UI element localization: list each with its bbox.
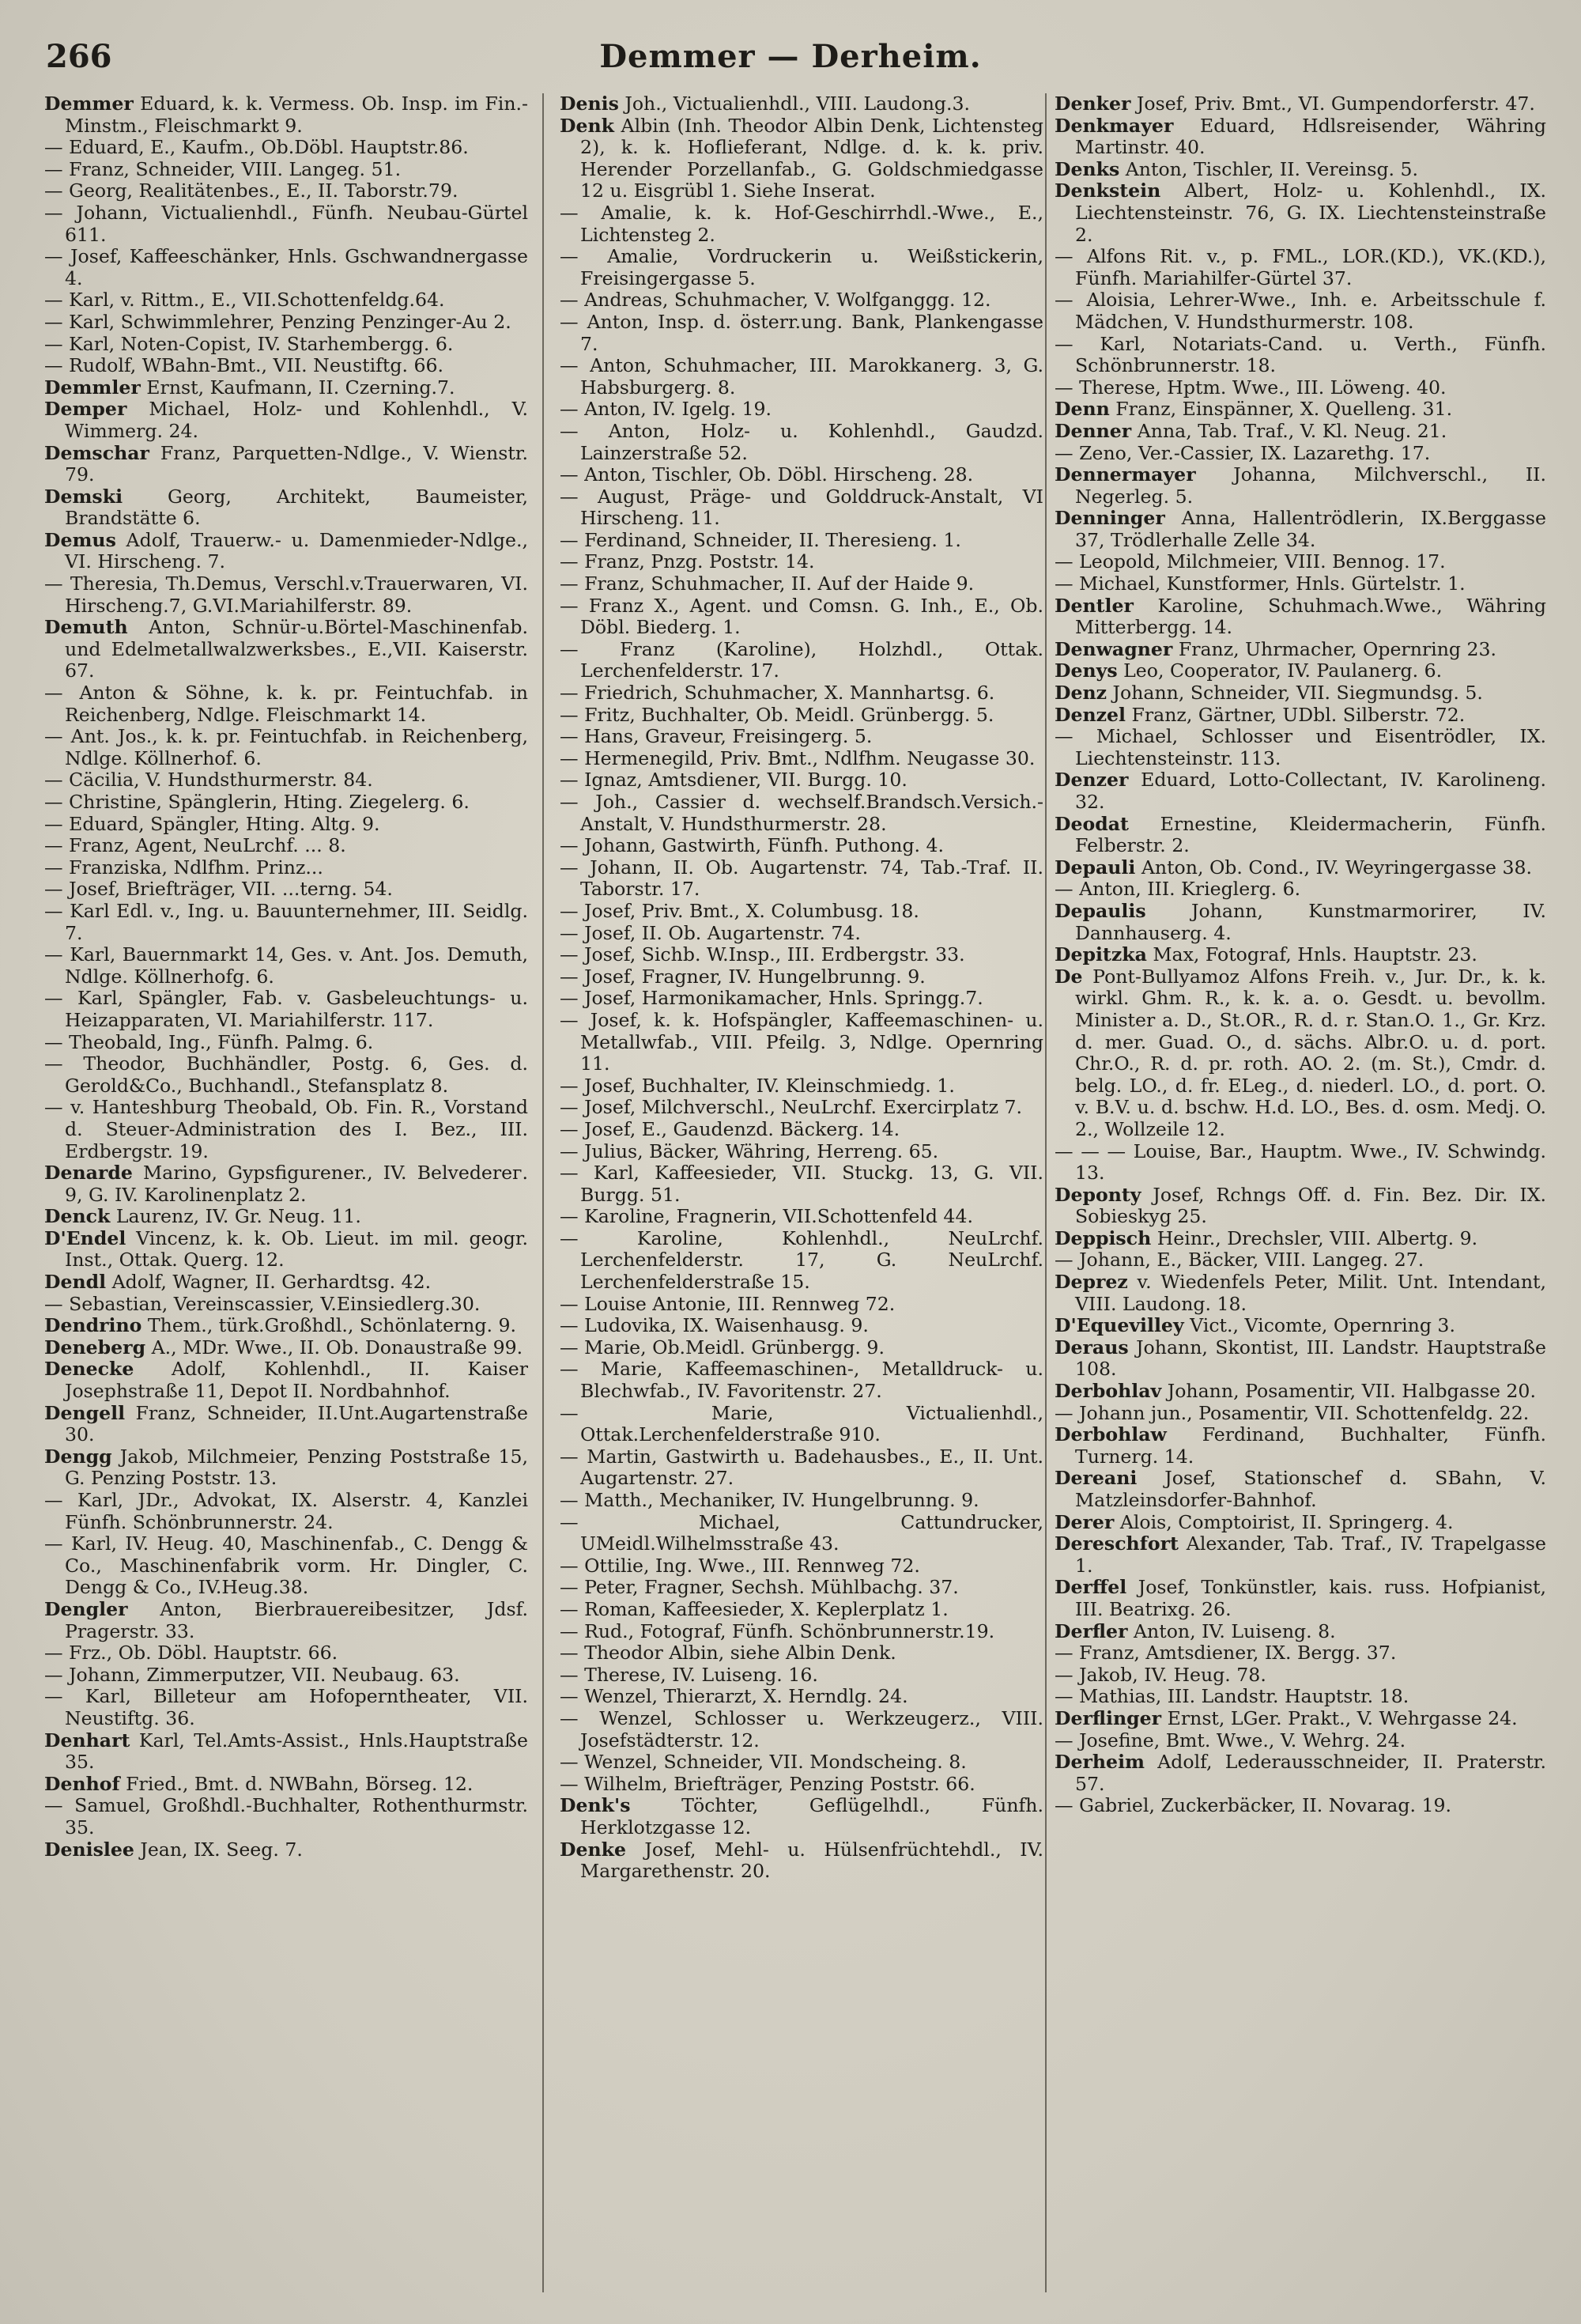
- directory-entry: — Karl, Spängler, Fab. v. Gasbeleuchtungs- u. Heizapparaten, VI. Mariahilferstr. 117.: [44, 987, 528, 1031]
- directory-entry: Depaulis Johann, Kunstmarmorirer, IV. Dannhauserg. 4.: [1055, 899, 1546, 944]
- directory-entry: Dereschfort Alexander, Tab. Traf., IV. Trapelgasse 1.: [1055, 1532, 1546, 1577]
- directory-entry: — Ferdinand, Schneider, II. Theresieng. 1.: [560, 528, 961, 551]
- directory-entry: — Theodor, Buchhändler, Postg. 6, Ges. d. Gerold&Co., Buchhandl., Stefansplatz 8.: [44, 1052, 528, 1097]
- directory-entry: — Louise Antonie, III. Rennweg 72.: [560, 1292, 896, 1315]
- entry-surname: Denk's: [560, 1794, 631, 1817]
- directory-entry: — Karl, Bauernmarkt 14, Ges. v. Ant. Jos. Demuth, Ndlge. Köllnerhofg. 6.: [44, 943, 528, 988]
- directory-entry: — Josef, Kaffeeschänker, Hnls. Gschwandnergasse 4.: [44, 245, 528, 289]
- entry-surname: Demmer: [44, 93, 134, 115]
- directory-entry: Denke Josef, Mehl- u. Hülsenfrüchtehdl., IV. Margarethenstr. 20.: [560, 1838, 1043, 1883]
- entry-surname: Deraus: [1055, 1336, 1129, 1359]
- directory-entry: — Karoline, Kohlenhdl., NeuLrchf. Lerchenfelderstr. 17, G. NeuLrchf. Lerchenfelderstraße 15.: [560, 1226, 1043, 1294]
- directory-entry: Denkstein Albert, Holz- u. Kohlenhdl., IX. Liechtensteinstr. 76, G. IX. Liechtensteinstraße 2.: [1055, 179, 1546, 246]
- entry-surname: Denz: [1055, 682, 1107, 705]
- directory-entry: — Karl, Schwimmlehrer, Penzing Penzinger-Au 2.: [44, 310, 511, 333]
- directory-entry: — Anton, IV. Igelg. 19.: [560, 398, 772, 421]
- directory-entry: Denzel Franz, Gärtner, UDbl. Silberstr. 72.: [1055, 703, 1466, 726]
- column-divider: [542, 93, 544, 2292]
- directory-entry: — Joh., Cassier d. wechself.Brandsch.Versich.-Anstalt, V. Hundsthurmerstr. 28.: [560, 791, 1043, 835]
- directory-entry: — Mathias, III. Landstr. Hauptstr. 18.: [1055, 1685, 1409, 1708]
- directory-entry: Demus Adolf, Trauerw.- u. Damenmieder-Ndlge., VI. Hirscheng. 7.: [44, 528, 528, 573]
- directory-entry: — Franz, Agent, NeuLrchf. ... 8.: [44, 834, 346, 857]
- directory-entry: D'Endel Vincenz, k. k. Ob. Lieut. im mil. geogr. Inst., Ottak. Querg. 12.: [44, 1226, 528, 1272]
- entry-surname: Demski: [44, 485, 123, 508]
- directory-entry: — Johann, E., Bäcker, VIII. Langeg. 27.: [1055, 1249, 1424, 1272]
- directory-entry: — Franz, Pnzg. Poststr. 14.: [560, 550, 815, 573]
- directory-entry: — Johann, Victualienhdl., Fünfh. Neubau-Gürtel 611.: [44, 201, 528, 246]
- directory-entry: Denks Anton, Tischler, II. Vereinsg. 5.: [1055, 157, 1419, 180]
- directory-entry: — Rudolf, WBahn-Bmt., VII. Neustiftg. 66.: [44, 354, 443, 377]
- directory-entry: — Michael, Kunstformer, Hnls. Gürtelstr. 1.: [1055, 572, 1466, 595]
- directory-entry: — Josef, Briefträger, VII. ...terng. 54.: [44, 878, 393, 901]
- entry-surname: D'Endel: [44, 1226, 126, 1249]
- directory-entry: Deodat Ernestine, Kleidermacherin, Fünfh. Felberstr. 2.: [1055, 812, 1546, 857]
- directory-entry: — Gabriel, Zuckerbäcker, II. Novarag. 19.: [1055, 1794, 1451, 1817]
- directory-entry: — Anton, Holz- u. Kohlenhdl., Gaudzd. Lainzerstraße 52.: [560, 419, 1043, 464]
- directory-entry: Denzer Eduard, Lotto-Collectant, IV. Karolineng. 32.: [1055, 769, 1546, 813]
- directory-entry: Derflinger Ernst, LGer. Prakt., V. Wehrgasse 24.: [1055, 1706, 1518, 1729]
- directory-entry: — Anton, Tischler, Ob. Döbl. Hirscheng. 28.: [560, 463, 974, 486]
- entry-surname: Derflinger: [1055, 1706, 1162, 1729]
- directory-entry: — Marie, Ob.Meidl. Grünbergg. 9.: [560, 1336, 885, 1359]
- directory-entry: — Franz X., Agent. und Comsn. G. Inh., E., Ob. Döbl. Biederg. 1.: [560, 594, 1043, 639]
- directory-entry: Denwagner Franz, Uhrmacher, Opernring 23.: [1055, 637, 1497, 660]
- directory-entry: Dengler Anton, Bierbrauereibesitzer, Jdsf. Pragerstr. 33.: [44, 1597, 528, 1642]
- entry-surname: Deppisch: [1055, 1226, 1152, 1249]
- entry-surname: Deneberg: [44, 1336, 146, 1359]
- directory-entry: — Roman, Kaffeesieder, X. Keplerplatz 1.: [560, 1597, 949, 1620]
- entry-surname: Demschar: [44, 441, 149, 464]
- directory-entry: — Eduard, Spängler, Hting. Altg. 9.: [44, 812, 380, 835]
- entry-surname: Denarde: [44, 1162, 133, 1185]
- entry-surname: Demper: [44, 398, 127, 421]
- directory-entry: Depauli Anton, Ob. Cond., IV. Weyringergasse 38.: [1055, 856, 1533, 879]
- directory-entry: — Josef, Buchhalter, IV. Kleinschmiedg. 1.: [560, 1074, 955, 1097]
- directory-entry: — Amalie, Vordruckerin u. Weißstickerin, Freisingergasse 5.: [560, 245, 1043, 289]
- directory-entry: — Theobald, Ing., Fünfh. Palmg. 6.: [44, 1030, 374, 1053]
- directory-entry: — Karl, JDr., Advokat, IX. Alserstr. 4, Kanzlei Fünfh. Schönbrunnerstr. 24.: [44, 1489, 528, 1533]
- directory-entry: — Wilhelm, Briefträger, Penzing Poststr. 66.: [560, 1772, 975, 1795]
- directory-entry: Denhart Karl, Tel.Amts-Assist., Hnls.Hauptstraße 35.: [44, 1729, 528, 1774]
- directory-entry: Deraus Johann, Skontist, III. Landstr. Hauptstraße 108.: [1055, 1336, 1546, 1381]
- directory-entry: — Michael, Cattundrucker, UMeidl.Wilhelmsstraße 43.: [560, 1510, 1043, 1555]
- directory-entry: — Alfons Rit. v., p. FML., LOR.(KD.), VK.(KD.), Fünfh. Mariahilfer-Gürtel 37.: [1055, 245, 1546, 289]
- directory-entry: — Franziska, Ndlfhm. Prinz...: [44, 856, 323, 879]
- entry-surname: Denkmayer: [1055, 114, 1174, 137]
- column-2: [560, 93, 1043, 2292]
- directory-entry: Demmer Eduard, k. k. Vermess. Ob. Insp. im Fin.-Minstm., Fleischmarkt 9.: [44, 93, 528, 137]
- directory-entry: — Theodor Albin, siehe Albin Denk.: [560, 1642, 896, 1665]
- directory-entry: Denkmayer Eduard, Hdlsreisender, Währing Martinstr. 40.: [1055, 114, 1546, 159]
- directory-entry: — Karl, Kaffeesieder, VII. Stuckg. 13, G. VII. Burgg. 51.: [560, 1162, 1043, 1206]
- directory-entry: Derer Alois, Comptoirist, II. Springerg. 4.: [1055, 1510, 1454, 1533]
- directory-entry: — Marie, Kaffeemaschinen-, Metalldruck- u. Blechwfab., IV. Favoritenstr. 27.: [560, 1358, 1043, 1403]
- directory-entry: Dendl Adolf, Wagner, II. Gerhardtsg. 42.: [44, 1271, 432, 1294]
- directory-entry: — Karl, IV. Heug. 40, Maschinenfab., C. Dengg & Co., Maschinenfabrik vorm. Hr. Dingler, C. Dengg & Co., IV.Heug.38.: [44, 1532, 528, 1599]
- directory-entry: — Johann jun., Posamentir, VII. Schottenfeldg. 22.: [1055, 1401, 1530, 1424]
- entry-surname: Deodat: [1055, 812, 1129, 835]
- directory-entry: — Anton & Söhne, k. k. pr. Feintuchfab. in Reichenberg, Ndlge. Fleischmarkt 14.: [44, 682, 528, 726]
- directory-entry: Demski Georg, Architekt, Baumeister, Brandstätte 6.: [44, 485, 528, 530]
- directory-entry: Dendrino Them., türk.Großhdl., Schönlaterng. 9.: [44, 1314, 516, 1337]
- directory-entry: — Frz., Ob. Döbl. Hauptstr. 66.: [44, 1642, 338, 1665]
- entry-surname: Denzer: [1055, 769, 1129, 792]
- directory-entry: — Ottilie, Ing. Wwe., III. Rennweg 72.: [560, 1554, 920, 1577]
- directory-entry: — Sebastian, Vereinscassier, V.Einsiedlerg.30.: [44, 1292, 481, 1315]
- entry-surname: Derheim: [1055, 1751, 1145, 1774]
- directory-entry: — Josef, k. k. Hofspängler, Kaffeemaschinen- u. Metallwfab., VIII. Pfeilg. 3, Ndlge. Opernring 11.: [560, 1008, 1043, 1075]
- entry-surname: Derffel: [1055, 1576, 1127, 1599]
- entry-surname: Denys: [1055, 659, 1118, 682]
- entry-surname: Denis: [560, 93, 619, 115]
- directory-entry: — Wenzel, Schlosser u. Werkzeugerz., VIII. Josefstädterstr. 12.: [560, 1706, 1043, 1752]
- directory-entry: — Theresia, Th.Demus, Verschl.v.Trauerwaren, VI. Hirscheng.7, G.VI.Mariahilferstr. 89.: [44, 572, 528, 617]
- directory-entry: — v. Hanteshburg Theobald, Ob. Fin. R., Vorstand d. Steuer-Administration des I. Bez., III. Erdbergstr. 19.: [44, 1096, 528, 1162]
- directory-entry: Denys Leo, Cooperator, IV. Paulanerg. 6.: [1055, 659, 1443, 682]
- directory-entry: — Leopold, Milchmeier, VIII. Bennog. 17.: [1055, 550, 1446, 573]
- directory-entry: — Josef, Milchverschl., NeuLrchf. Exercirplatz 7.: [560, 1096, 1023, 1119]
- directory-entry: Dentler Karoline, Schuhmach.Wwe., Währing Mitterbergg. 14.: [1055, 594, 1546, 639]
- entry-surname: Depaulis: [1055, 899, 1146, 922]
- entry-surname: Dengler: [44, 1597, 128, 1620]
- directory-entry: — Therese, Hptm. Wwe., III. Löweng. 40.: [1055, 376, 1447, 399]
- directory-entry: Demmler Ernst, Kaufmann, II. Czerning.7.: [44, 376, 455, 399]
- directory-entry: — Rud., Fotograf, Fünfh. Schönbrunnerstr.19.: [560, 1619, 995, 1642]
- directory-entry: Dereani Josef, Stationschef d. SBahn, V. Matzleinsdorfer-Bahnhof.: [1055, 1467, 1546, 1511]
- directory-entry: — Karl, Billeteur am Hofoperntheater, VII. Neustiftg. 36.: [44, 1685, 528, 1729]
- directory-entry: — Wenzel, Thierarzt, X. Herndlg. 24.: [560, 1685, 908, 1708]
- entry-surname: Demus: [44, 528, 116, 551]
- directory-entry: — Anton, Insp. d. österr.ung. Bank, Plankengasse 7.: [560, 310, 1043, 355]
- entry-surname: Derfler: [1055, 1619, 1128, 1642]
- entry-surname: Denck: [44, 1205, 111, 1228]
- entry-surname: Depitzka: [1055, 943, 1147, 966]
- column-3: [1055, 93, 1546, 2292]
- directory-entry: — Wenzel, Schneider, VII. Mondscheing. 8.: [560, 1751, 967, 1774]
- directory-entry: — Franz (Karoline), Holzhdl., Ottak. Lerchenfelderstr. 17.: [560, 637, 1043, 682]
- directory-entry: — Johann, Gastwirth, Fünfh. Puthong. 4.: [560, 834, 945, 857]
- entry-surname: Depauli: [1055, 856, 1136, 879]
- directory-entry: — Franz, Schneider, VIII. Langeg. 51.: [44, 157, 402, 180]
- directory-entry: Derheim Adolf, Lederausschneider, II. Praterstr. 57.: [1055, 1751, 1546, 1795]
- entry-surname: Dereschfort: [1055, 1532, 1179, 1555]
- directory-entry: Deprez v. Wiedenfels Peter, Milit. Unt. Intendant, VIII. Laudong. 18.: [1055, 1271, 1546, 1315]
- directory-entry: Denis Joh., Victualienhdl., VIII. Laudong.3.: [560, 93, 970, 115]
- directory-entry: — Christine, Spänglerin, Hting. Ziegelerg. 6.: [44, 791, 470, 813]
- entry-surname: Denislee: [44, 1838, 134, 1861]
- directory-entry: — Josef, Harmonikamacher, Hnls. Springg.7.: [560, 987, 983, 1010]
- directory-entry: Derfler Anton, IV. Luiseng. 8.: [1055, 1619, 1336, 1642]
- entry-surname: Denninger: [1055, 507, 1165, 530]
- directory-entry: — Fritz, Buchhalter, Ob. Meidl. Grünbergg. 5.: [560, 703, 994, 726]
- directory-entry: — Andreas, Schuhmacher, V. Wolfganggg. 12.: [560, 289, 991, 312]
- directory-entry: Deppisch Heinr., Drechsler, VIII. Albertg. 9.: [1055, 1226, 1478, 1249]
- directory-entry: Dengg Jakob, Milchmeier, Penzing Poststraße 15, G. Penzing Poststr. 13.: [44, 1445, 528, 1490]
- directory-entry: Denk Albin (Inh. Theodor Albin Denk, Lichtensteg 2), k. k. Hoflieferant, Ndlge. d. k. k. priv. Herender Porzellanfab., G. Goldschmiedgasse 12 u. Eisgrübl 1. Siehe Inserat.: [560, 114, 1043, 202]
- directory-entry: — Karl, Noten-Copist, IV. Starhembergg. 6.: [44, 332, 454, 355]
- directory-entry: — Michael, Schlosser und Eisentrödler, IX. Liechtensteinstr. 113.: [1055, 725, 1546, 769]
- entry-surname: Dengg: [44, 1445, 112, 1468]
- directory-entry: Deponty Josef, Rchngs Off. d. Fin. Bez. Dir. IX. Sobieskyg 25.: [1055, 1183, 1546, 1228]
- directory-entry: — Zeno, Ver.-Cassier, IX. Lazarethg. 17.: [1055, 441, 1431, 464]
- directory-entry: De Pont-Bullyamoz Alfons Freih. v., Jur. Dr., k. k. wirkl. Ghm. R., k. k. a. o. Gesdt. u. bevollm. Minister a. D., St.OR., R. d. r. Stan.O. 1., Gr. Krz. d. mer. Guad. O., d. sächs. Albr.O. u. d. port. Chr.O., R. d. pr. roth. AO. 2. (m. St.), Cmdr. d. belg. LO., d. fr. ELeg., d. niederl. LO., d. port. O. v. B.V. u. d. bschw. H.d. LO., Bes. d. osm. Medj. O. 2., Wollzeile 12.: [1055, 965, 1546, 1140]
- entry-surname: Denker: [1055, 93, 1131, 115]
- entry-surname: Denkstein: [1055, 179, 1161, 202]
- entry-surname: Denn: [1055, 398, 1110, 421]
- directory-entry: — Aloisia, Lehrer-Wwe., Inh. e. Arbeitsschule f. Mädchen, V. Hundsthurmerstr. 108.: [1055, 289, 1546, 333]
- entry-surname: Dennermayer: [1055, 463, 1196, 486]
- entry-surname: Denhart: [44, 1729, 130, 1752]
- directory-entry: Derbohlaw Ferdinand, Buchhalter, Fünfh. Turnerg. 14.: [1055, 1423, 1546, 1468]
- directory-entry: Depitzka Max, Fotograf, Hnls. Hauptstr. 23.: [1055, 943, 1477, 966]
- directory-entry: — Ignaz, Amtsdiener, VII. Burgg. 10.: [560, 769, 907, 792]
- entry-surname: Derer: [1055, 1510, 1115, 1533]
- directory-entry: — Hans, Graveur, Freisingerg. 5.: [560, 725, 873, 748]
- directory-entry: Denner Anna, Tab. Traf., V. Kl. Neug. 21.: [1055, 419, 1447, 442]
- directory-entry: Dennermayer Johanna, Milchverschl., II. Negerleg. 5.: [1055, 463, 1546, 508]
- entry-surname: Derbohlaw: [1055, 1423, 1167, 1446]
- directory-entry: — Jakob, IV. Heug. 78.: [1055, 1663, 1266, 1686]
- directory-entry: — Anton, III. Kriеglerg. 6.: [1055, 878, 1301, 901]
- directory-entry: — Matth., Mechaniker, IV. Hungelbrunng. 9.: [560, 1489, 979, 1511]
- entry-surname: Derbohlav: [1055, 1380, 1162, 1403]
- directory-entry: Denk's Töchter, Geflügelhdl., Fünfh. Herklotzgasse 12.: [560, 1794, 1043, 1838]
- directory-entry: — Marie, Victualienhdl., Ottak.Lerchenfelderstraße 910.: [560, 1401, 1043, 1446]
- entry-surname: Demmler: [44, 376, 141, 399]
- directory-entry: — Martin, Gastwirth u. Badehausbes., E., II. Unt. Augartenstr. 27.: [560, 1445, 1043, 1490]
- directory-entry: — Peter, Fragner, Sechsh. Mühlbachg. 37.: [560, 1576, 959, 1599]
- directory-entry: Derffel Josef, Tonkünstler, kais. russ. Hofpianist, III. Beatrixg. 26.: [1055, 1576, 1546, 1620]
- directory-entry: — Hermenegild, Priv. Bmt., Ndlfhm. Neugasse 30.: [560, 746, 1036, 769]
- entry-surname: Demuth: [44, 616, 128, 639]
- directory-entry: — Josef, Sichb. W.Insp., III. Erdbergstr. 33.: [560, 943, 965, 966]
- directory-entry: Deneberg A., MDr. Wwe., II. Ob. Donaustraße 99.: [44, 1336, 523, 1359]
- directory-entry: Demschar Franz, Parquetten-Ndlge., V. Wienstr. 79.: [44, 441, 528, 486]
- directory-entry: — Karl Edl. v., Ing. u. Bauunternehmer, III. Seidlg. 7.: [44, 899, 528, 944]
- directory-entry: — Karl, Notariats-Cand. u. Verth., Fünfh. Schönbrunnerstr. 18.: [1055, 332, 1546, 377]
- directory-entry: — Josef, II. Ob. Augartenstr. 74.: [560, 921, 861, 944]
- directory-entry: Denz Johann, Schneider, VII. Siegmundsg. 5.: [1055, 682, 1483, 705]
- entry-surname: Denwagner: [1055, 637, 1173, 660]
- directory-entry: — Georg, Realitätenbes., E., II. Taborstr.79.: [44, 179, 458, 202]
- directory-entry: Denarde Marino, Gypsfigurener., IV. Belvederег. 9, G. IV. Karolinenplatz 2.: [44, 1162, 528, 1206]
- entry-surname: D'Equevilley: [1055, 1314, 1184, 1337]
- directory-entry: Denn Franz, Einspänner, X. Quelleng. 31.: [1055, 398, 1453, 421]
- entry-surname: Denk: [560, 114, 614, 137]
- entry-surname: Deponty: [1055, 1183, 1141, 1206]
- entry-surname: Dentler: [1055, 594, 1134, 617]
- directory-entry: Denislee Jean, IX. Seeg. 7.: [44, 1838, 303, 1861]
- directory-entry: — Franz, Schuhmacher, II. Auf der Haide 9.: [560, 572, 975, 595]
- entry-surname: Denecke: [44, 1358, 134, 1381]
- directory-entry: — Julius, Bäcker, Währing, Herreng. 65.: [560, 1139, 939, 1162]
- directory-entry: — Cäcilia, V. Hundsthurmerstr. 84.: [44, 769, 373, 792]
- directory-entry: Denck Laurenz, IV. Gr. Neug. 11.: [44, 1205, 361, 1228]
- directory-entry: — — — Louise, Bar., Hauptm. Wwe., IV. Schwindg. 13.: [1055, 1139, 1546, 1185]
- directory-entry: Denninger Anna, Hallentrödlerin, IX.Berggasse 37, Trödlerhalle Zelle 34.: [1055, 507, 1546, 551]
- entry-surname: Deprez: [1055, 1271, 1128, 1294]
- directory-entry: — Friedrich, Schuhmacher, X. Mannhartsg. 6.: [560, 682, 995, 705]
- entry-surname: Dereani: [1055, 1467, 1138, 1490]
- column-divider: [1045, 93, 1047, 2292]
- directory-entry: — Johann, Zimmerputzer, VII. Neubaug. 63.: [44, 1663, 460, 1686]
- directory-entry: D'Equevilley Vict., Vicomte, Opernring 3.: [1055, 1314, 1455, 1337]
- directory-entry: — Josef, Priv. Bmt., X. Columbusg. 18.: [560, 899, 919, 922]
- directory-entry: Derbohlav Johann, Posamentir, VII. Halbgasse 20.: [1055, 1380, 1536, 1403]
- directory-entry: — Karl, v. Rittm., E., VII.Schottenfeldg.64.: [44, 289, 445, 312]
- entry-surname: Dendl: [44, 1271, 107, 1294]
- directory-entry: Dengell Franz, Schneider, II.Unt.Augartenstraße 30.: [44, 1401, 528, 1446]
- directory-entry: — Therese, IV. Luiseng. 16.: [560, 1663, 818, 1686]
- directory-entry: Denhof Fried., Bmt. d. NWBahn, Börseg. 12.: [44, 1772, 474, 1795]
- directory-entry: Demuth Anton, Schnür-u.Börtel-Maschinenfab. und Edelmetallwalzwerksbes., E.,VII. Kaiserstr. 67.: [44, 616, 528, 682]
- directory-entry: — Eduard, E., Kaufm., Ob.Döbl. Hauptstr.86.: [44, 136, 469, 159]
- directory-entry: — Ludovika, IX. Waisenhausg. 9.: [560, 1314, 869, 1337]
- directory-entry: — Samuel, Großhdl.-Buchhalter, Rothenthurmstr. 35.: [44, 1794, 528, 1838]
- entry-surname: Denke: [560, 1838, 626, 1861]
- entry-surname: De: [1055, 965, 1083, 988]
- directory-entry: Demper Michael, Holz- und Kohlenhdl., V. Wimmerg. 24.: [44, 398, 528, 442]
- directory-entry: — August, Präge- und Golddruck-Anstalt, VI Hirscheng. 11.: [560, 485, 1043, 530]
- column-1: [44, 93, 528, 2292]
- entry-surname: Denks: [1055, 157, 1120, 180]
- directory-entry: — Amalie, k. k. Hof-Geschirrhdl.-Wwe., E., Lichtensteg 2.: [560, 201, 1043, 246]
- entry-surname: Denhof: [44, 1772, 120, 1795]
- directory-entry: — Franz, Amtsdiener, IX. Bergg. 37.: [1055, 1642, 1397, 1665]
- directory-entry: Denecke Adolf, Kohlenhdl., II. Kaiser Josephstraße 11, Depot II. Nordbahnhof.: [44, 1358, 528, 1403]
- directory-entry: — Josef, E., Gaudenzd. Bäckerg. 14.: [560, 1117, 900, 1140]
- directory-entry: — Johann, II. Ob. Augartenstr. 74, Tab.-Traf. II. Taborstr. 17.: [560, 856, 1043, 901]
- entry-surname: Denner: [1055, 419, 1132, 442]
- entry-surname: Dendrino: [44, 1314, 142, 1337]
- entry-surname: Dengell: [44, 1401, 126, 1424]
- running-head: Demmer — Derheim.: [599, 38, 982, 75]
- directory-entry: — Anton, Schuhmacher, III. Marokkanerg. 3, G. Habsburgerg. 8.: [560, 354, 1043, 399]
- directory-entry: — Ant. Jos., k. k. pr. Feintuchfab. in Reichenberg, Ndlge. Köllnerhof. 6.: [44, 725, 528, 769]
- directory-entry: Denker Josef, Priv. Bmt., VI. Gumpendorferstr. 47.: [1055, 93, 1535, 115]
- directory-entry: — Josef, Fragner, IV. Hungelbrunng. 9.: [560, 965, 926, 988]
- page-number: 266: [46, 38, 112, 75]
- directory-entry: — Josefine, Bmt. Wwe., V. Wehrg. 24.: [1055, 1729, 1406, 1752]
- entry-surname: Denzel: [1055, 703, 1126, 726]
- directory-entry: — Karoline, Fragnerin, VII.Schottenfeld 44.: [560, 1205, 973, 1228]
